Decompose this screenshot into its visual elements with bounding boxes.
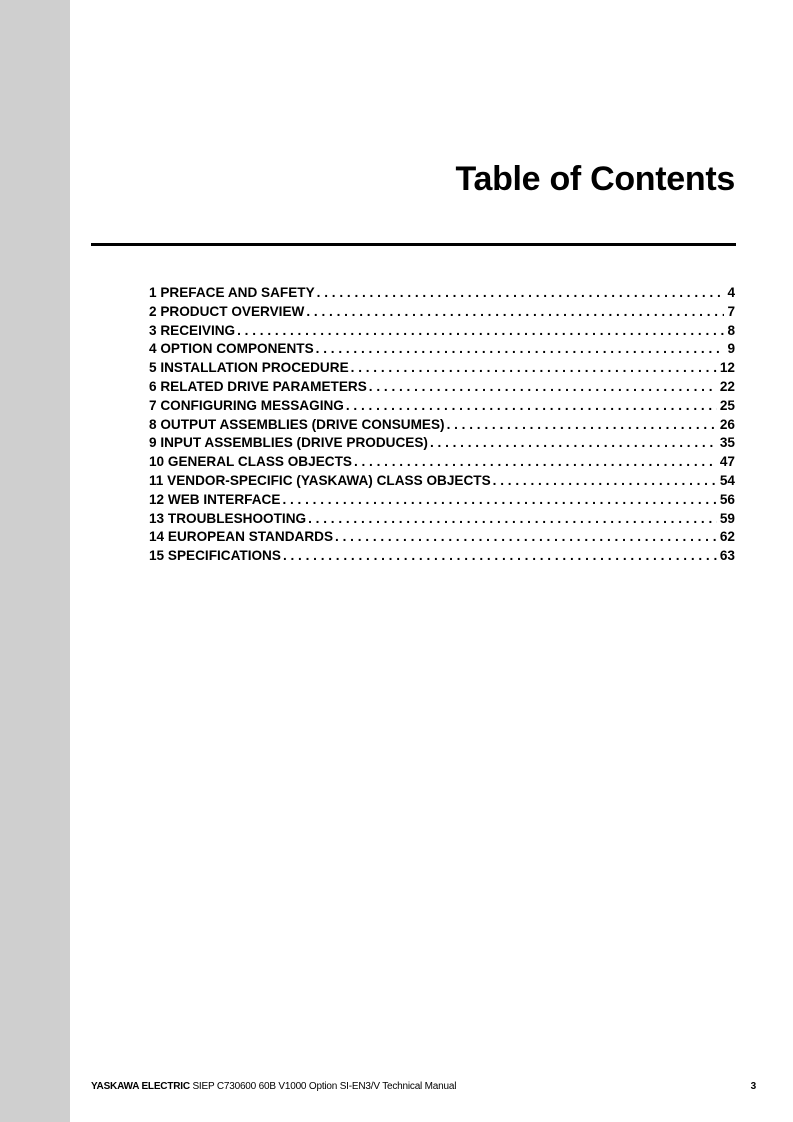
footer-page-number: 3 <box>750 1081 756 1092</box>
toc-dot-leader <box>346 397 717 416</box>
toc-dot-leader <box>237 322 724 341</box>
footer-document-info <box>91 1081 456 1092</box>
toc-entry-title: 5 INSTALLATION PROCEDURE <box>149 360 349 376</box>
toc-entry-title: 12 WEB INTERFACE <box>149 491 281 507</box>
toc-entry-title: 3 RECEIVING <box>149 322 236 338</box>
toc-entry-title: 10 GENERAL CLASS OBJECTS <box>149 454 352 470</box>
toc-dot-leader <box>282 491 716 510</box>
toc-entry-page: 56 <box>719 491 735 507</box>
toc-entry-page: 54 <box>719 472 735 488</box>
toc-entry-page: 35 <box>719 435 735 451</box>
toc-entry-page: 47 <box>719 454 735 470</box>
toc-dot-leader <box>283 547 717 566</box>
toc-dot-leader <box>493 472 717 491</box>
toc-entry-title: 13 TROUBLESHOOTING <box>149 510 307 526</box>
toc-dot-leader <box>447 416 717 435</box>
toc-entry-title: 1 PREFACE AND SAFETY <box>149 285 315 300</box>
toc-dot-leader <box>335 528 717 547</box>
toc-entry-12[interactable] <box>149 491 735 510</box>
toc-entry-3[interactable] <box>149 322 735 341</box>
toc-entry-6[interactable] <box>149 378 735 397</box>
toc-entry-7[interactable] <box>149 397 735 416</box>
toc-entry-title: 4 OPTION COMPONENTS <box>149 341 314 357</box>
toc-entry-title: 11 VENDOR-SPECIFIC (YASKAWA) CLASS OBJECTS <box>149 472 491 488</box>
toc-entry-9[interactable] <box>149 434 735 453</box>
table-of-contents <box>149 284 735 566</box>
footer-brand: YASKAWA ELECTRIC <box>91 1081 190 1092</box>
toc-entry-page: 12 <box>719 360 735 376</box>
toc-entry-title: 7 CONFIGURING MESSAGING <box>149 397 344 413</box>
toc-entry-13[interactable] <box>149 510 735 529</box>
toc-entry-5[interactable] <box>149 359 735 378</box>
toc-dot-leader <box>351 359 717 378</box>
toc-dot-leader <box>306 303 724 322</box>
toc-entry-page: 9 <box>727 341 735 357</box>
toc-entry-page: 62 <box>719 529 735 545</box>
toc-entry-4[interactable] <box>149 340 735 359</box>
toc-entry-8[interactable] <box>149 416 735 435</box>
toc-entry-1[interactable] <box>149 284 735 303</box>
toc-entry-11[interactable] <box>149 472 735 491</box>
toc-dot-leader <box>308 510 717 529</box>
toc-entry-title: 15 SPECIFICATIONS <box>149 548 281 564</box>
toc-dot-leader <box>369 378 717 397</box>
footer-doc-title: SIEP C730600 60B V1000 Option SI-EN3/V Technical Manual <box>192 1081 457 1092</box>
toc-entry-15[interactable] <box>149 547 735 566</box>
toc-dot-leader <box>430 434 717 453</box>
toc-entry-page: 63 <box>719 548 735 564</box>
toc-entry-title: 14 EUROPEAN STANDARDS <box>149 529 334 545</box>
page-title: Table of Contents <box>455 160 735 198</box>
toc-entry-2[interactable] <box>149 303 735 322</box>
side-margin-bar <box>0 0 70 1122</box>
toc-entry-10[interactable] <box>149 453 735 472</box>
toc-entry-title: 9 INPUT ASSEMBLIES (DRIVE PRODUCES) <box>149 435 428 451</box>
toc-entry-title: 2 PRODUCT OVERVIEW <box>149 303 305 319</box>
toc-entry-title: 6 RELATED DRIVE PARAMETERS <box>149 378 367 394</box>
toc-entry-page: 4 <box>727 285 735 300</box>
toc-entry-page: 7 <box>727 303 735 319</box>
toc-dot-leader <box>316 340 725 359</box>
page-footer <box>91 1081 756 1092</box>
toc-entry-14[interactable] <box>149 528 735 547</box>
toc-entry-title: 8 OUTPUT ASSEMBLIES (DRIVE CONSUMES) <box>149 416 445 432</box>
toc-dot-leader <box>354 453 717 472</box>
toc-entry-page: 25 <box>719 397 735 413</box>
toc-entry-page: 59 <box>719 510 735 526</box>
toc-entry-page: 26 <box>719 416 735 432</box>
toc-entry-page: 8 <box>727 322 735 338</box>
toc-entry-page: 22 <box>719 378 735 394</box>
title-divider <box>91 243 736 246</box>
toc-dot-leader <box>317 284 725 303</box>
